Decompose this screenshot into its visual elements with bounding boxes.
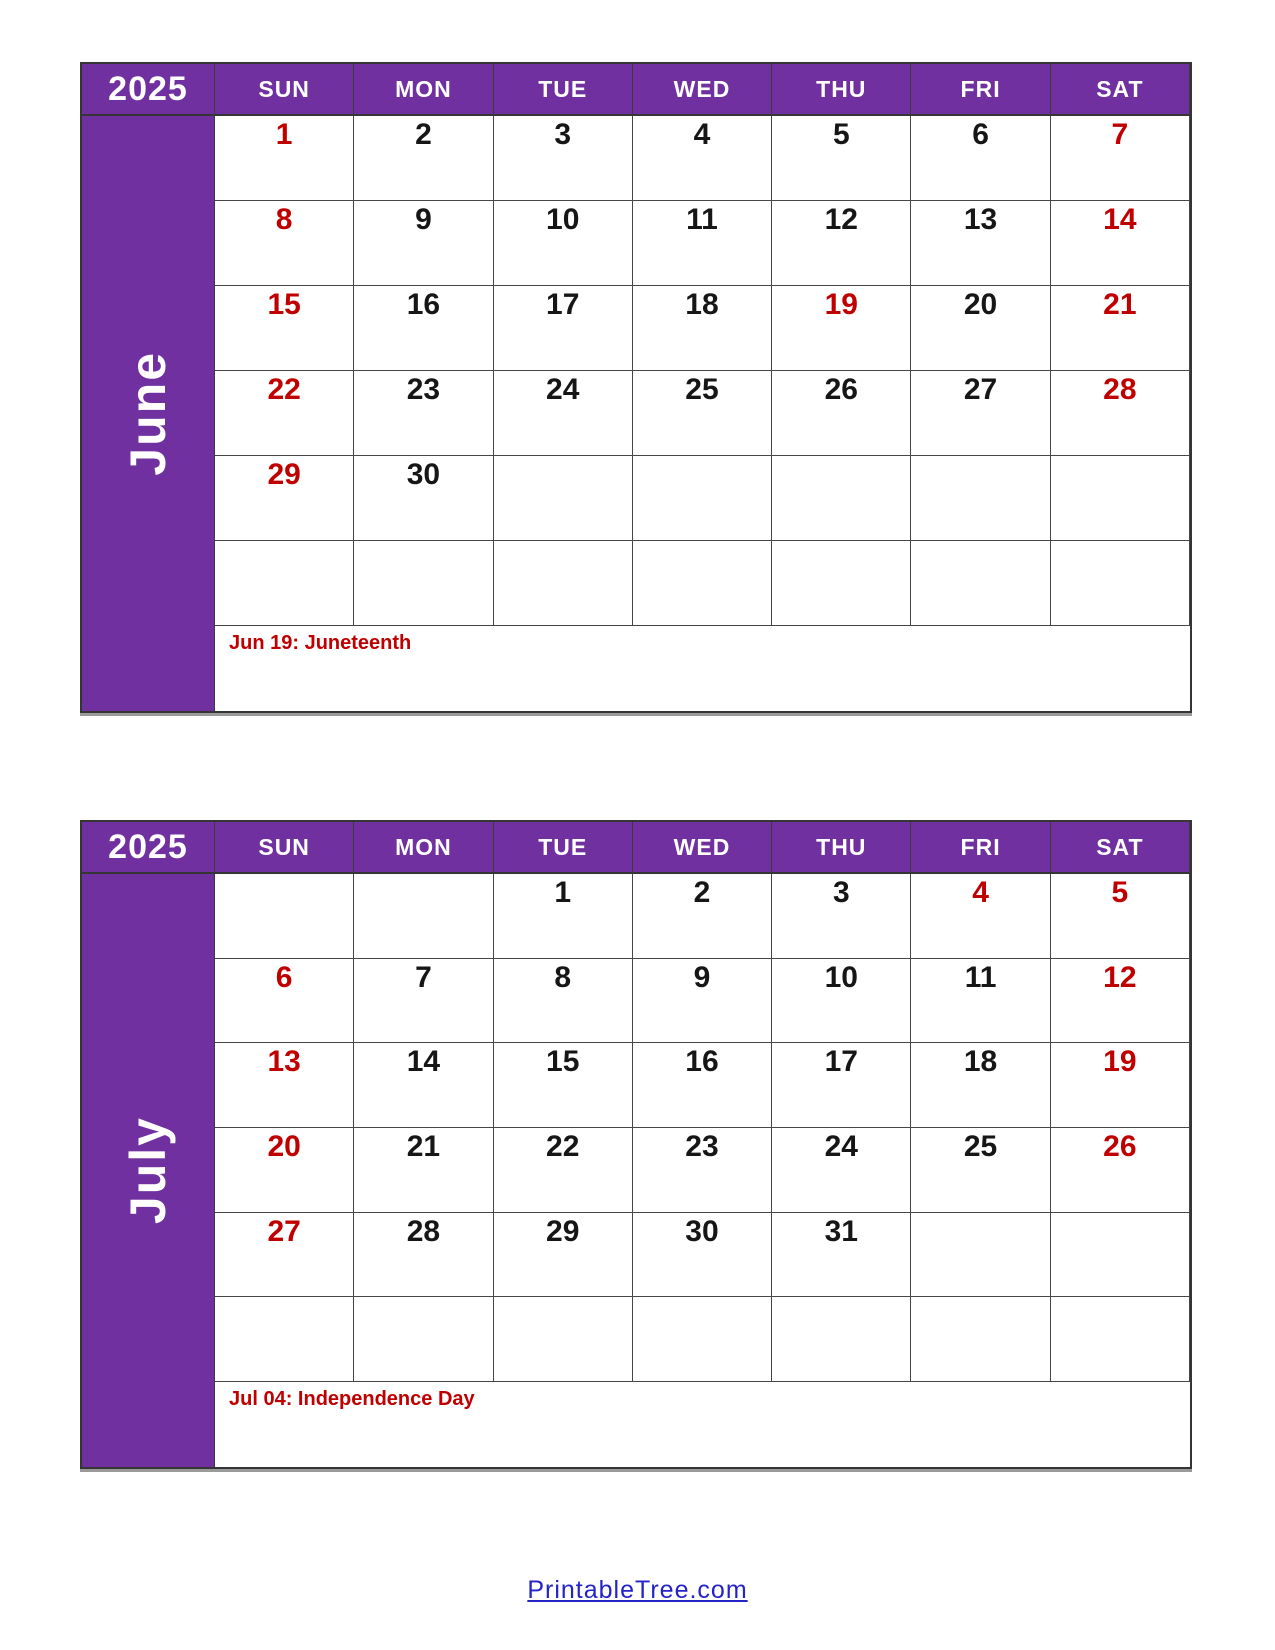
day-cell-july-23: 23 — [633, 1128, 772, 1213]
day-cell-july-12: 12 — [1051, 959, 1190, 1044]
month-sidebar-july — [82, 874, 215, 1467]
day-cell-june-8: 8 — [215, 201, 354, 286]
day-cell-empty — [911, 1297, 1050, 1382]
weekday-header-mon: MON — [354, 64, 493, 116]
day-cell-july-30: 30 — [633, 1213, 772, 1298]
day-cell-july-3: 3 — [772, 874, 911, 959]
day-cell-empty — [1051, 1297, 1190, 1382]
day-cell-june-5: 5 — [772, 116, 911, 201]
day-cell-june-1: 1 — [215, 116, 354, 201]
day-cell-empty — [494, 456, 633, 541]
weekday-header-sun: SUN — [215, 64, 354, 116]
day-cell-june-18: 18 — [633, 286, 772, 371]
day-cell-june-13: 13 — [911, 201, 1050, 286]
weekday-header-mon: MON — [354, 822, 493, 874]
day-cell-june-11: 11 — [633, 201, 772, 286]
day-cell-june-17: 17 — [494, 286, 633, 371]
day-cell-july-31: 31 — [772, 1213, 911, 1298]
day-cell-june-27: 27 — [911, 371, 1050, 456]
weekday-header-thu: THU — [772, 64, 911, 116]
day-cell-empty — [215, 541, 354, 626]
weekday-header-wed: WED — [633, 822, 772, 874]
day-cell-empty — [1051, 456, 1190, 541]
day-cell-empty — [911, 1213, 1050, 1298]
day-cell-june-3: 3 — [494, 116, 633, 201]
day-cell-empty — [911, 456, 1050, 541]
weekday-header-sat: SAT — [1051, 64, 1190, 116]
day-cell-june-29: 29 — [215, 456, 354, 541]
day-cell-empty — [215, 874, 354, 959]
day-cell-june-21: 21 — [1051, 286, 1190, 371]
day-cell-july-2: 2 — [633, 874, 772, 959]
day-cell-june-10: 10 — [494, 201, 633, 286]
holiday-note-july: Jul 04: Independence Day — [215, 1382, 1190, 1467]
day-cell-empty — [633, 456, 772, 541]
day-cell-june-26: 26 — [772, 371, 911, 456]
day-cell-june-24: 24 — [494, 371, 633, 456]
day-cell-june-6: 6 — [911, 116, 1050, 201]
day-cell-june-20: 20 — [911, 286, 1050, 371]
weekday-header-fri: FRI — [911, 64, 1050, 116]
day-cell-empty — [633, 1297, 772, 1382]
holiday-note-june: Jun 19: Juneteenth — [215, 626, 1190, 711]
day-cell-july-5: 5 — [1051, 874, 1190, 959]
printabletree-link[interactable]: PrintableTree.com — [527, 1576, 748, 1604]
day-cell-july-1: 1 — [494, 874, 633, 959]
day-cell-empty — [354, 541, 493, 626]
day-cell-empty — [494, 1297, 633, 1382]
month-label: July — [120, 1116, 176, 1225]
month-sidebar-june — [82, 116, 215, 711]
day-cell-july-17: 17 — [772, 1043, 911, 1128]
day-cell-july-29: 29 — [494, 1213, 633, 1298]
weekday-header-tue: TUE — [494, 64, 633, 116]
day-cell-empty — [354, 1297, 493, 1382]
day-cell-july-10: 10 — [772, 959, 911, 1044]
month-label: June — [120, 351, 176, 476]
day-cell-june-23: 23 — [354, 371, 493, 456]
day-cell-july-27: 27 — [215, 1213, 354, 1298]
footer — [0, 1576, 1275, 1605]
day-cell-june-4: 4 — [633, 116, 772, 201]
day-cell-july-16: 16 — [633, 1043, 772, 1128]
day-cell-empty — [1051, 1213, 1190, 1298]
day-cell-july-11: 11 — [911, 959, 1050, 1044]
day-cell-june-25: 25 — [633, 371, 772, 456]
day-cell-empty — [1051, 541, 1190, 626]
weekday-header-sat: SAT — [1051, 822, 1190, 874]
weekday-header-thu: THU — [772, 822, 911, 874]
day-cell-july-26: 26 — [1051, 1128, 1190, 1213]
day-cell-empty — [911, 541, 1050, 626]
day-cell-july-20: 20 — [215, 1128, 354, 1213]
day-cell-june-12: 12 — [772, 201, 911, 286]
day-cell-july-15: 15 — [494, 1043, 633, 1128]
day-cell-july-7: 7 — [354, 959, 493, 1044]
day-cell-june-19: 19 — [772, 286, 911, 371]
day-cell-june-15: 15 — [215, 286, 354, 371]
weekday-header-wed: WED — [633, 64, 772, 116]
day-cell-july-18: 18 — [911, 1043, 1050, 1128]
year-label-june: 2025 — [82, 64, 215, 116]
day-cell-june-28: 28 — [1051, 371, 1190, 456]
day-cell-july-25: 25 — [911, 1128, 1050, 1213]
weekday-header-fri: FRI — [911, 822, 1050, 874]
day-cell-july-13: 13 — [215, 1043, 354, 1128]
day-cell-july-21: 21 — [354, 1128, 493, 1213]
day-cell-empty — [633, 541, 772, 626]
day-cell-june-14: 14 — [1051, 201, 1190, 286]
day-cell-june-2: 2 — [354, 116, 493, 201]
day-cell-july-9: 9 — [633, 959, 772, 1044]
calendar-june — [80, 62, 1192, 713]
day-cell-empty — [354, 874, 493, 959]
day-cell-july-4: 4 — [911, 874, 1050, 959]
day-cell-empty — [772, 1297, 911, 1382]
day-cell-july-22: 22 — [494, 1128, 633, 1213]
day-cell-july-28: 28 — [354, 1213, 493, 1298]
day-cell-july-6: 6 — [215, 959, 354, 1044]
day-cell-july-14: 14 — [354, 1043, 493, 1128]
day-cell-june-22: 22 — [215, 371, 354, 456]
day-cell-june-9: 9 — [354, 201, 493, 286]
day-cell-june-30: 30 — [354, 456, 493, 541]
day-cell-empty — [772, 456, 911, 541]
day-cell-july-19: 19 — [1051, 1043, 1190, 1128]
day-cell-empty — [494, 541, 633, 626]
day-cell-june-7: 7 — [1051, 116, 1190, 201]
year-label-july: 2025 — [82, 822, 215, 874]
calendar-july — [80, 820, 1192, 1469]
day-cell-july-24: 24 — [772, 1128, 911, 1213]
day-cell-july-8: 8 — [494, 959, 633, 1044]
day-cell-june-16: 16 — [354, 286, 493, 371]
weekday-header-tue: TUE — [494, 822, 633, 874]
weekday-header-sun: SUN — [215, 822, 354, 874]
day-cell-empty — [772, 541, 911, 626]
day-cell-empty — [215, 1297, 354, 1382]
